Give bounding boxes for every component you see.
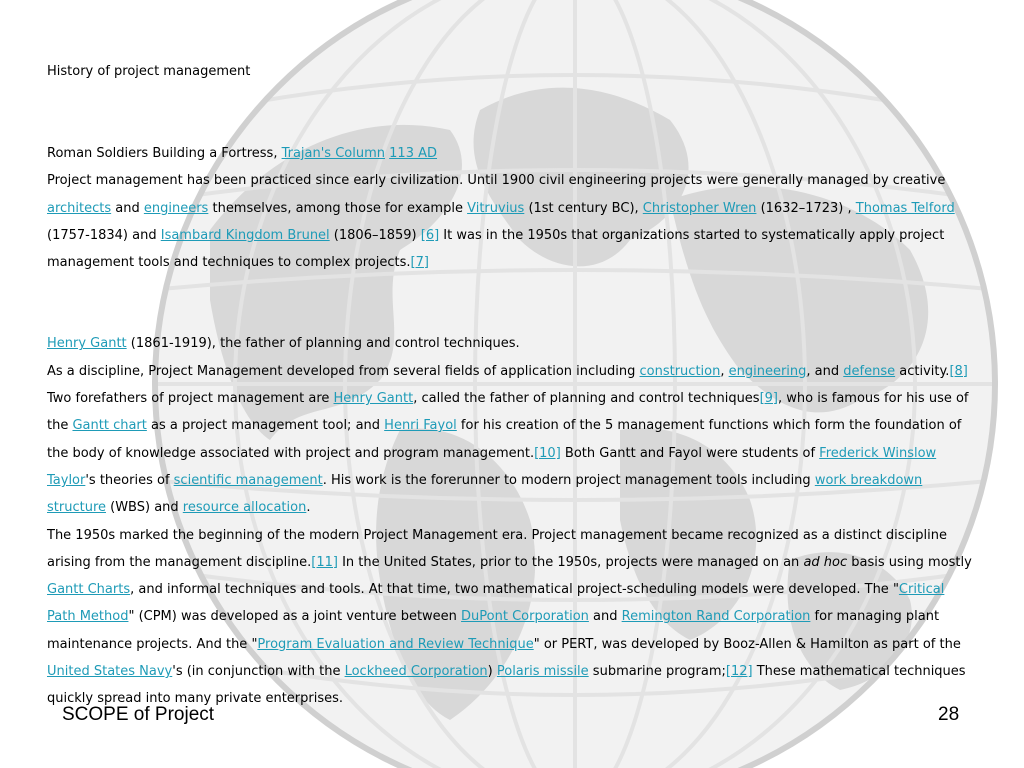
- link[interactable]: resource allocation: [182, 500, 307, 516]
- text-run: These mathematical techniques quickly spread into many private enterprises.: [47, 664, 966, 707]
- link[interactable]: engineers: [143, 200, 209, 216]
- text-run: ,: [720, 363, 729, 379]
- text-run: submarine program;: [588, 664, 726, 680]
- text-run: (1806–1859): [329, 227, 421, 243]
- link[interactable]: work breakdown structure: [47, 472, 923, 516]
- link[interactable]: Thomas Telford: [855, 200, 955, 216]
- text-run: , who is famous for his use of the: [47, 391, 969, 434]
- link[interactable]: Henry Gantt: [333, 391, 414, 407]
- link[interactable]: Christopher Wren: [642, 200, 757, 216]
- text-run: (1st century BC),: [524, 200, 643, 216]
- text-run: It was in the 1950s that organizations started to systematically apply project management tools and techniques to complex projects.: [47, 227, 945, 271]
- link[interactable]: DuPont Corporation: [461, 609, 589, 625]
- paragraph-1950s: [47, 522, 977, 713]
- text-run: Roman Soldiers Building a Fortress,: [47, 146, 282, 161]
- link[interactable]: scientific management: [173, 472, 323, 488]
- paragraph-henry-gantt: [47, 330, 977, 357]
- link[interactable]: architects: [47, 200, 112, 216]
- link[interactable]: Lockheed Corporation: [344, 664, 488, 680]
- link[interactable]: Vitruvius: [467, 200, 525, 216]
- paragraph-spacer: [47, 276, 977, 330]
- link[interactable]: [6]: [420, 227, 440, 243]
- text-run: In the United States, prior to the 1950s, projects were managed on an: [337, 554, 804, 570]
- text-run: as a project management tool; and: [146, 418, 385, 434]
- paragraph-early-history: [47, 167, 977, 276]
- text-run: (1632–1723) ,: [756, 200, 856, 216]
- text-run: themselves, among those for example: [208, 200, 468, 216]
- text-run: . His work is the forerunner to modern project management tools including: [322, 472, 815, 488]
- text-run: (1757-1834) and: [47, 227, 161, 243]
- text-run: , and: [806, 363, 844, 379]
- link[interactable]: Gantt Charts: [47, 582, 131, 598]
- text-run: for his creation of the 5 management functions which form the foundation of the body of knowledge associated with project and program management.: [47, 418, 962, 461]
- link[interactable]: Remington Rand Corporation: [621, 609, 811, 625]
- text-run: Project management has been practiced since early civilization. Until 1900 civil engineering projects were generally managed by creative: [47, 173, 946, 189]
- link[interactable]: [10]: [534, 445, 561, 461]
- link[interactable]: 113 AD: [389, 146, 438, 161]
- text-run: (WBS) and: [106, 500, 183, 516]
- link[interactable]: [8]: [949, 363, 968, 379]
- link[interactable]: [11]: [311, 554, 338, 570]
- text-run: activity.: [895, 363, 950, 379]
- text-run: for managing plant maintenance projects. And the ": [47, 609, 940, 652]
- text-run: basis using mostly: [847, 554, 972, 570]
- link[interactable]: construction: [639, 363, 721, 379]
- text-run: (1861-1919), the father of planning and control techniques.: [126, 336, 520, 352]
- italic-text: ad hoc: [803, 554, 848, 570]
- link[interactable]: defense: [843, 363, 896, 379]
- link[interactable]: Henry Gantt: [47, 336, 127, 352]
- text-run: .: [306, 500, 311, 516]
- link[interactable]: Gantt chart: [72, 418, 147, 434]
- link[interactable]: [12]: [725, 664, 753, 680]
- footer-label: SCOPE of Project: [62, 704, 215, 725]
- paragraph-roman-soldiers: [47, 140, 977, 167]
- text-run: Two forefathers of project management are: [47, 391, 334, 407]
- link[interactable]: Henri Fayol: [384, 418, 457, 434]
- paragraph-discipline: [47, 358, 977, 522]
- link[interactable]: United States Navy: [47, 664, 173, 680]
- text-run: The 1950s marked the beginning of the modern Project Management era. Project management became recognized as a distinct discipline arising from the management discipline.: [47, 527, 947, 570]
- link[interactable]: Critical Path Method: [47, 582, 945, 625]
- link[interactable]: [7]: [410, 255, 429, 271]
- text-run: Both Gantt and Fayol were students of: [560, 445, 820, 461]
- link[interactable]: Isambard Kingdom Brunel: [160, 227, 330, 243]
- link[interactable]: [9]: [759, 391, 779, 407]
- text-run: " (CPM) was developed as a joint venture between: [128, 609, 462, 625]
- link[interactable]: Program Evaluation and Review Technique: [257, 636, 534, 652]
- slide-body: [47, 140, 977, 713]
- text-run: As a discipline, Project Management developed from several fields of application including: [47, 363, 640, 379]
- link[interactable]: Trajan's Column: [281, 146, 386, 161]
- text-run: and: [588, 609, 622, 625]
- link[interactable]: engineering: [728, 363, 807, 379]
- text-run: and: [111, 200, 144, 216]
- text-run: , and informal techniques and tools. At that time, two mathematical project-scheduling models were developed. The ": [130, 582, 899, 598]
- text-run: , called the father of planning and control techniques: [413, 391, 760, 407]
- link[interactable]: Polaris missile: [496, 664, 589, 680]
- text-run: 's theories of: [85, 472, 174, 488]
- page-number: 28: [938, 704, 960, 725]
- link[interactable]: Frederick Winslow Taylor: [47, 445, 937, 488]
- text-run: 's (in conjunction with the: [172, 664, 345, 680]
- slide-title: History of project management: [47, 64, 251, 79]
- text-run: ): [487, 664, 497, 680]
- text-run: " or PERT, was developed by Booz-Allen & Hamilton as part of the: [533, 636, 961, 652]
